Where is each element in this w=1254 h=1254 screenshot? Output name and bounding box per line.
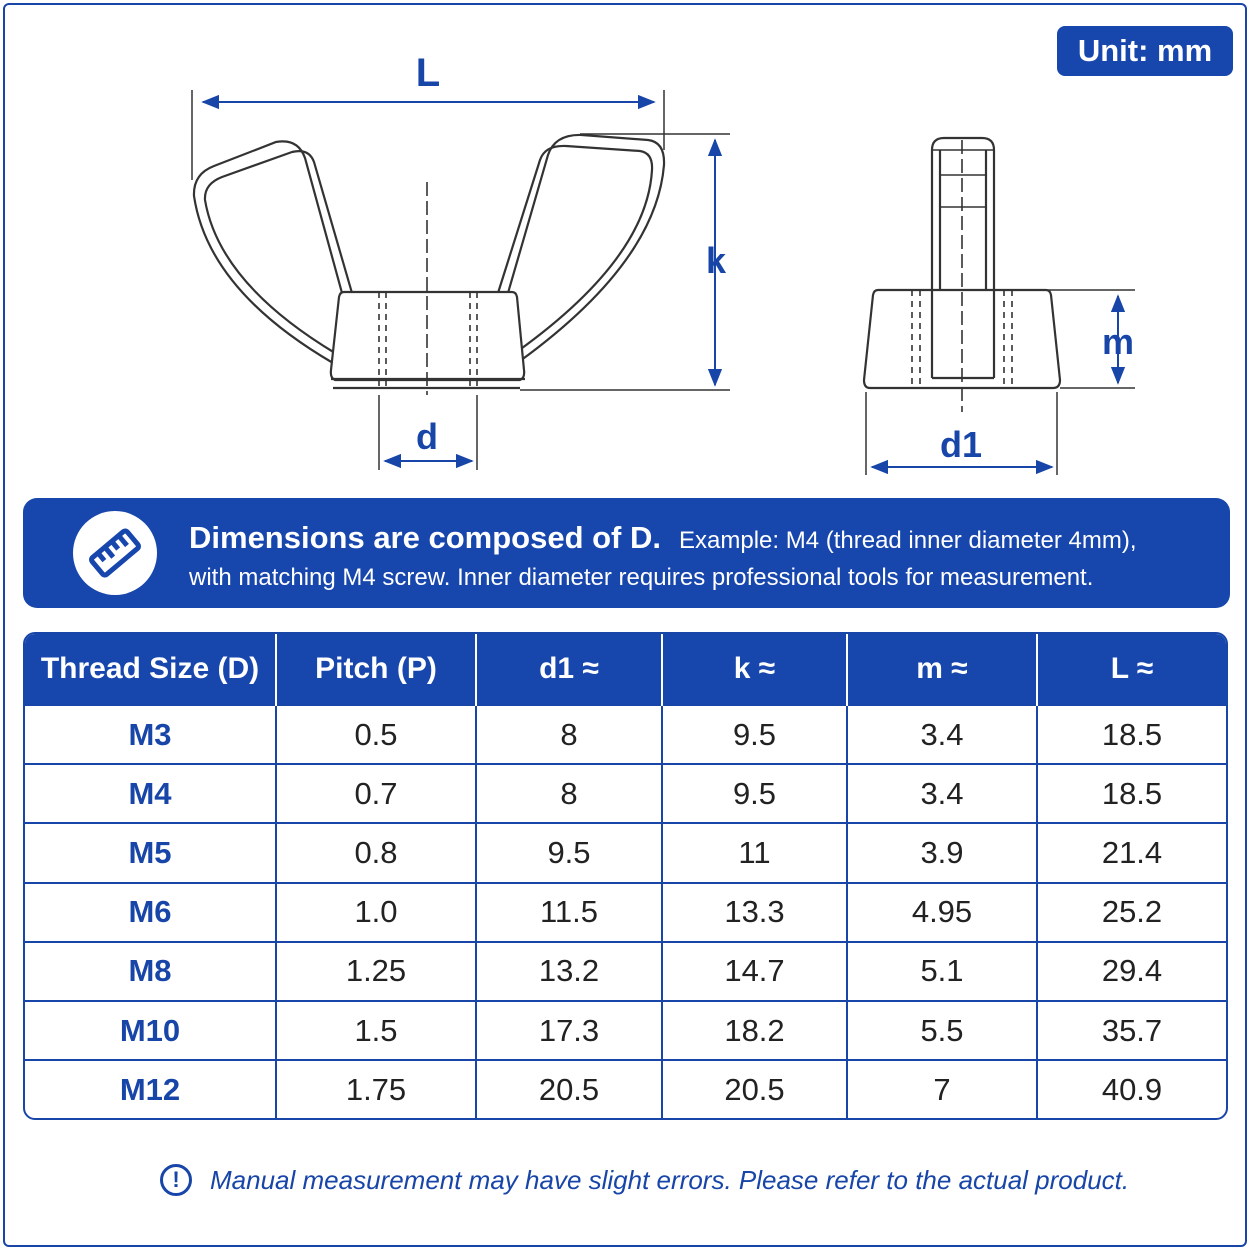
value-cell: 20.5	[476, 1060, 662, 1118]
value-cell: 3.4	[847, 764, 1037, 823]
header-L: L ≈	[1037, 634, 1226, 705]
footnote	[160, 1160, 1129, 1200]
thread-size-cell: M3	[25, 705, 276, 764]
table-header-row	[25, 634, 1226, 705]
value-cell: 5.5	[847, 1001, 1037, 1060]
thread-size-cell: M5	[25, 823, 276, 882]
value-cell: 8	[476, 705, 662, 764]
value-cell: 11	[662, 823, 847, 882]
banner-example: Example: M4 (thread inner diameter 4mm),	[679, 527, 1137, 554]
header-d1: d1 ≈	[476, 634, 662, 705]
value-cell: 3.4	[847, 705, 1037, 764]
thread-size-cell: M4	[25, 764, 276, 823]
side-view	[864, 138, 1060, 412]
label-d: d	[416, 416, 438, 457]
value-cell: 13.3	[662, 883, 847, 942]
thread-size-cell: M12	[25, 1060, 276, 1118]
value-cell: 3.9	[847, 823, 1037, 882]
value-cell: 14.7	[662, 942, 847, 1001]
value-cell: 25.2	[1037, 883, 1226, 942]
header-m: m ≈	[847, 634, 1037, 705]
info-icon: !	[160, 1164, 192, 1196]
value-cell: 18.5	[1037, 764, 1226, 823]
header-thread-size: Thread Size (D)	[25, 634, 276, 705]
info-banner	[23, 498, 1230, 608]
banner-headline: Dimensions are composed of D.	[189, 520, 661, 555]
label-L: L	[415, 51, 441, 95]
table-row	[25, 705, 1226, 764]
value-cell: 0.5	[276, 705, 476, 764]
banner-line-1	[189, 520, 1137, 556]
footnote-text: Manual measurement may have slight errors. Please refer to the actual product.	[210, 1164, 1130, 1195]
ruler-icon	[73, 511, 157, 595]
value-cell: 1.0	[276, 883, 476, 942]
value-cell: 40.9	[1037, 1060, 1226, 1118]
thread-size-cell: M6	[25, 883, 276, 942]
value-cell: 18.5	[1037, 705, 1226, 764]
table-row	[25, 1060, 1226, 1118]
value-cell: 7	[847, 1060, 1037, 1118]
table-row	[25, 942, 1226, 1001]
value-cell: 13.2	[476, 942, 662, 1001]
label-k: k	[705, 240, 727, 281]
label-d1: d1	[939, 424, 983, 465]
label-m: m	[1101, 321, 1135, 362]
value-cell: 18.2	[662, 1001, 847, 1060]
header-k: k ≈	[662, 634, 847, 705]
value-cell: 29.4	[1037, 942, 1226, 1001]
value-cell: 21.4	[1037, 823, 1226, 882]
value-cell: 9.5	[662, 764, 847, 823]
value-cell: 35.7	[1037, 1001, 1226, 1060]
table-row	[25, 883, 1226, 942]
dimensions-table	[23, 632, 1228, 1120]
value-cell: 20.5	[662, 1060, 847, 1118]
header-pitch: Pitch (P)	[276, 634, 476, 705]
value-cell: 17.3	[476, 1001, 662, 1060]
value-cell: 9.5	[476, 823, 662, 882]
table-row	[25, 764, 1226, 823]
thread-size-cell: M10	[25, 1001, 276, 1060]
table-row	[25, 1001, 1226, 1060]
value-cell: 1.75	[276, 1060, 476, 1118]
front-view	[194, 135, 664, 395]
value-cell: 0.8	[276, 823, 476, 882]
value-cell: 4.95	[847, 883, 1037, 942]
value-cell: 8	[476, 764, 662, 823]
table-row	[25, 823, 1226, 882]
unit-badge: Unit: mm	[1057, 26, 1233, 76]
value-cell: 11.5	[476, 883, 662, 942]
value-cell: 9.5	[662, 705, 847, 764]
value-cell: 0.7	[276, 764, 476, 823]
thread-size-cell: M8	[25, 942, 276, 1001]
value-cell: 5.1	[847, 942, 1037, 1001]
banner-line-2: with matching M4 screw. Inner diameter requires professional tools for measurement.	[189, 564, 1094, 591]
wing-nut-diagram	[0, 0, 1254, 490]
value-cell: 1.25	[276, 942, 476, 1001]
value-cell: 1.5	[276, 1001, 476, 1060]
